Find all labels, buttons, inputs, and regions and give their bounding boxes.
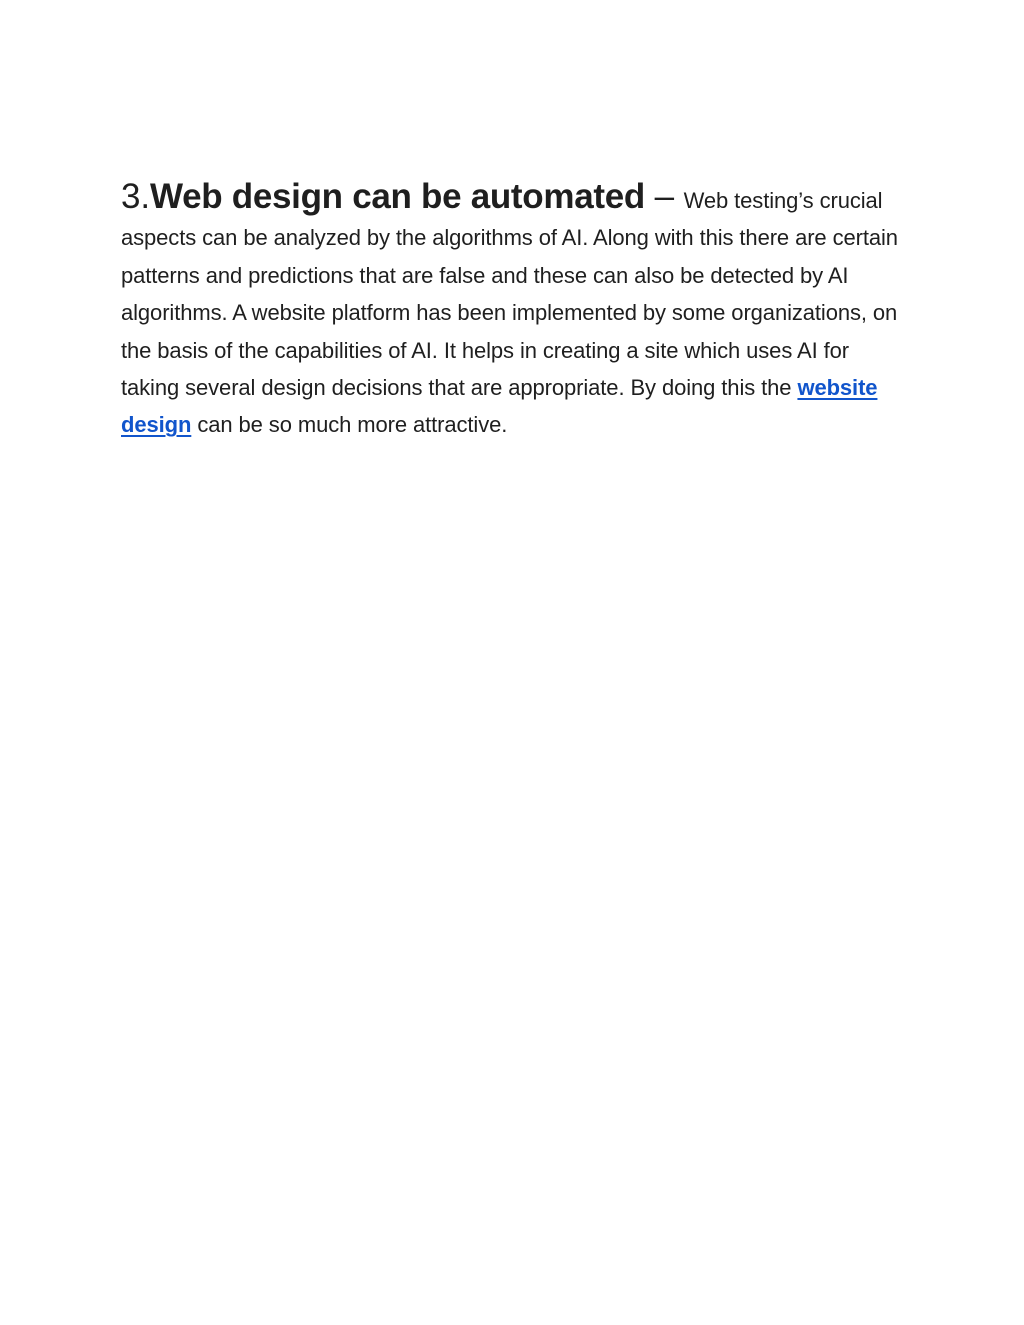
section-paragraph [121, 178, 901, 444]
section-content [121, 178, 901, 444]
section-number: 3. [121, 177, 150, 216]
body-text-after-link: can be so much more attractive. [191, 412, 508, 438]
website-design-link[interactable]: website design [121, 375, 878, 438]
body-text-before-link: Web testing’s crucial aspects can be analyzed by the algorithms of AI. Along with this there are certain patterns and predictions that are false and these can also be detected by AI algorithms. A website platform has been implemented by some organizations, on the basis of the capabilities of AI. It helps in creating a site which uses AI for taking several design decisions that are appropriate. By doing this the [121, 188, 898, 401]
section-dash: – [644, 177, 684, 216]
section-title: Web design can be automated [150, 177, 645, 216]
